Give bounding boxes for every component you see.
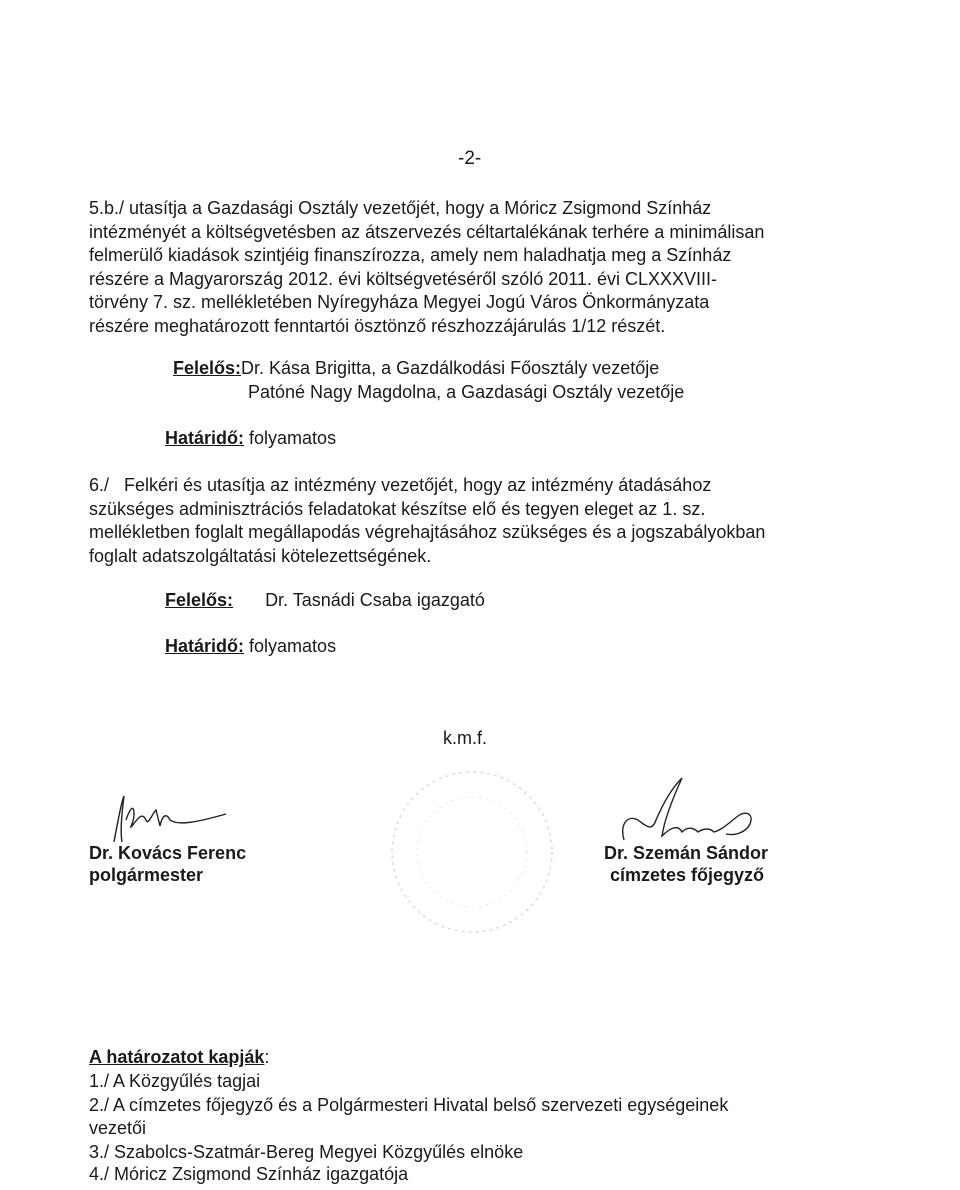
distribution-heading: [89, 1046, 269, 1068]
signatory-left: [89, 842, 246, 886]
paragraph-line: szükséges adminisztrációs feladatokat készítse elő és tegyen eleget az 1. sz.: [89, 498, 706, 519]
paragraph-line: részére meghatározott fenntartói ösztönző részhozzájárulás 1/12 részét.: [89, 315, 666, 336]
signatory-name: Dr. Kovács Ferenc: [89, 843, 247, 863]
paragraph-line: 6./ Felkéri és utasítja az intézmény vezetőjét, hogy az intézmény átadásához: [89, 475, 712, 495]
paragraph-line: foglalt adatszolgáltatási kötelezettségének.: [89, 545, 432, 566]
kmf-text: k.m.f.: [443, 728, 487, 748]
distribution-item: 1./ A Közgyűlés tagjai: [89, 1071, 261, 1091]
distribution-item: vezetői: [89, 1118, 147, 1138]
page-number: -2-: [458, 148, 482, 169]
paragraph-line: felmerülő kiadások szintjéig finanszírozza, amely nem haladhatja meg a Színház: [89, 245, 732, 266]
signatory-title: címzetes főjegyző: [610, 865, 765, 885]
paragraph-line: törvény 7. sz. mellékletében Nyíregyháza Megyei Jogú Város Önkormányzata: [89, 292, 710, 313]
paragraph-line: intézményét a költségvetésben az átszervezés céltartalékának terhére a minimálisan: [89, 221, 765, 242]
signature-kovacs: [108, 790, 238, 850]
deadline-value: folyamatos: [249, 636, 337, 656]
responsible-label: Felelős:: [165, 590, 234, 610]
responsible-label: Felelős:: [173, 358, 242, 378]
signatory-right: [604, 842, 768, 886]
deadline-label: Határidő:: [165, 636, 245, 656]
distribution-item: 4./ Móricz Zsigmond Színház igazgatója: [89, 1164, 409, 1184]
paragraph-line: részére a Magyarország 2012. évi költségvetéséről szóló 2011. évi CLXXXVIII-: [89, 268, 717, 289]
deadline-label: Határidő:: [165, 428, 245, 448]
responsible-6: [165, 590, 485, 611]
distribution-item: 2./ A címzetes főjegyző és a Polgármesteri Hivatal belső szervezeti egységeinek: [89, 1095, 729, 1115]
distribution-heading-suffix: :: [264, 1047, 270, 1067]
responsible-person-2: Patóné Nagy Magdolna, a Gazdasági Osztály vezetője: [248, 382, 685, 402]
distribution-heading-text: A határozatot kapják: [89, 1047, 265, 1067]
deadline-value: folyamatos: [249, 428, 337, 448]
distribution-item: 3./ Szabolcs-Szatmár-Bereg Megyei Közgyűlés elnöke: [89, 1142, 524, 1162]
paragraph-line: 5.b./ utasítja a Gazdasági Osztály vezetőjét, hogy a Móricz Zsigmond Színház: [89, 198, 712, 218]
responsible-value: Dr. Tasnádi Csaba igazgató: [265, 590, 485, 610]
deadline-6: [165, 636, 336, 657]
signatory-title: polgármester: [89, 865, 204, 885]
signature-szeman: [612, 770, 772, 850]
responsible-person-1: Dr. Kása Brigitta, a Gazdálkodási Főosztály vezetője: [241, 358, 660, 378]
section-6-paragraph: [89, 474, 847, 568]
official-stamp: [385, 765, 560, 940]
section-5b-paragraph: [89, 197, 847, 339]
deadline-5b: [165, 428, 336, 449]
paragraph-line: mellékletben foglalt megállapodás végrehajtásához szükséges és a jogszabályokban: [89, 522, 766, 543]
signatory-name: Dr. Szemán Sándor: [604, 843, 769, 863]
responsible-5b: [173, 358, 659, 379]
